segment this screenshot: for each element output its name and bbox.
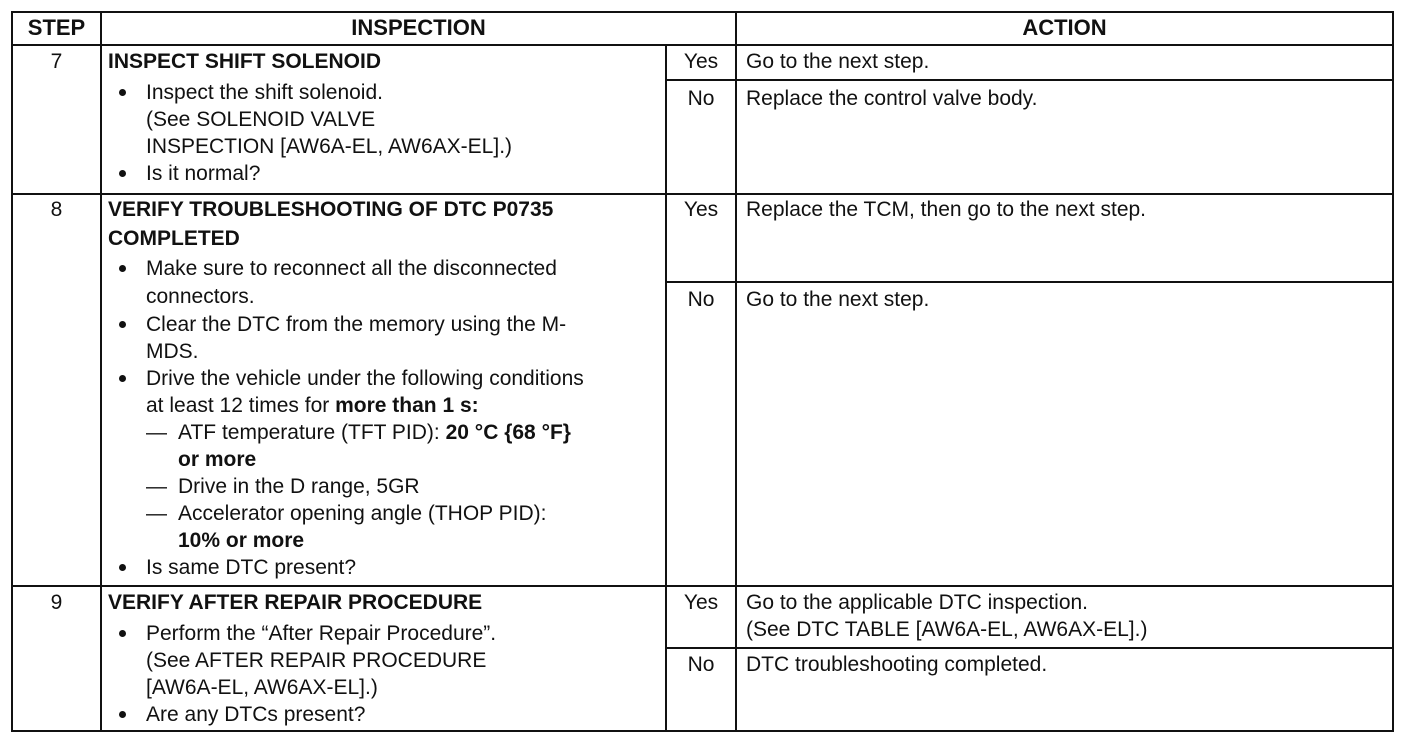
yes-action: Go to the next step.: [746, 50, 930, 73]
rule-7-bottom: [11, 193, 1394, 195]
rule-header-bottom: [11, 44, 1394, 46]
no-label: No: [687, 288, 715, 311]
bullet-text: [AW6A-EL, AW6AX-EL].): [146, 676, 378, 699]
bullet-text-plain: at least 12 times for: [146, 394, 336, 417]
yes-action: Go to the applicable DTC inspection.: [746, 591, 1089, 614]
no-action: DTC troubleshooting completed.: [746, 653, 1048, 676]
bullet-text: MDS.: [146, 340, 199, 363]
sub-item-bold: 20 °C {68 °F}: [445, 421, 571, 444]
bullet-dot: [119, 170, 126, 177]
no-label: No: [687, 87, 715, 110]
rule-8-yes-no: [665, 281, 1394, 283]
dash-mark: —: [146, 475, 167, 498]
yes-label: Yes: [683, 50, 719, 73]
bullet-dot: [119, 89, 126, 96]
bullet-text: Clear the DTC from the memory using the M-: [146, 313, 567, 336]
no-label: No: [687, 653, 715, 676]
yes-label: Yes: [683, 198, 719, 221]
bullet-text: Make sure to reconnect all the disconnected: [146, 257, 557, 280]
rule-yesno: [665, 44, 667, 732]
rule-right: [1392, 11, 1394, 732]
dash-mark: —: [146, 502, 167, 525]
yes-action: (See DTC TABLE [AW6A-EL, AW6AX-EL].): [746, 618, 1148, 641]
bullet-text: Are any DTCs present?: [146, 703, 366, 726]
bullet-dot: [119, 265, 126, 272]
bullet-dot: [119, 321, 126, 328]
header-step: STEP: [27, 15, 86, 40]
bullet-text: Is same DTC present?: [146, 556, 357, 579]
no-action: Replace the control valve body.: [746, 87, 1038, 110]
sub-item-bold: 10% or more: [178, 529, 305, 552]
bullet-text: Perform the “After Repair Procedure”.: [146, 622, 497, 645]
yes-action: Replace the TCM, then go to the next step.: [746, 198, 1147, 221]
sub-item-bold: or more: [178, 448, 257, 471]
step-number: 9: [50, 591, 63, 614]
sub-item-text: Accelerator opening angle (THOP PID):: [178, 502, 547, 525]
rule-action: [735, 11, 737, 732]
rule-left: [11, 11, 13, 732]
header-inspection: INSPECTION: [351, 15, 486, 40]
rule-9-yes-no: [665, 647, 1394, 649]
step-title: INSPECT SHIFT SOLENOID: [108, 50, 382, 73]
sub-item-text: [178, 419, 571, 446]
step-title: VERIFY TROUBLESHOOTING OF DTC P0735: [108, 198, 554, 221]
bullet-dot: [119, 711, 126, 718]
step-number: 8: [50, 198, 63, 221]
sub-item-plain: ATF temperature (TFT PID):: [178, 421, 446, 444]
bullet-text: Is it normal?: [146, 162, 261, 185]
bullet-text: Inspect the shift solenoid.: [146, 81, 383, 104]
sub-item-text: Drive in the D range, 5GR: [178, 475, 420, 498]
bullet-text: (See SOLENOID VALVE: [146, 108, 376, 131]
bullet-text: [146, 392, 479, 419]
header-action: ACTION: [1022, 15, 1107, 40]
bullet-dot: [119, 375, 126, 382]
step-title: VERIFY AFTER REPAIR PROCEDURE: [108, 591, 483, 614]
bullet-text: Drive the vehicle under the following conditions: [146, 367, 584, 390]
rule-8-bottom: [11, 585, 1394, 587]
no-action: Go to the next step.: [746, 288, 930, 311]
bullet-text: connectors.: [146, 285, 255, 308]
bullet-text-bold: more than 1 s:: [335, 394, 479, 417]
step-number: 7: [50, 50, 63, 73]
rule-7-yes-no: [665, 79, 1394, 81]
step-title: COMPLETED: [108, 227, 240, 250]
dash-mark: —: [146, 421, 167, 444]
bullet-text: INSPECTION [AW6A-EL, AW6AX-EL].): [146, 135, 513, 158]
rule-step: [100, 11, 102, 732]
bullet-dot: [119, 564, 126, 571]
yes-label: Yes: [683, 591, 719, 614]
bullet-dot: [119, 630, 126, 637]
rule-bottom: [11, 730, 1394, 732]
bullet-text: (See AFTER REPAIR PROCEDURE: [146, 649, 487, 672]
rule-top: [11, 11, 1394, 13]
